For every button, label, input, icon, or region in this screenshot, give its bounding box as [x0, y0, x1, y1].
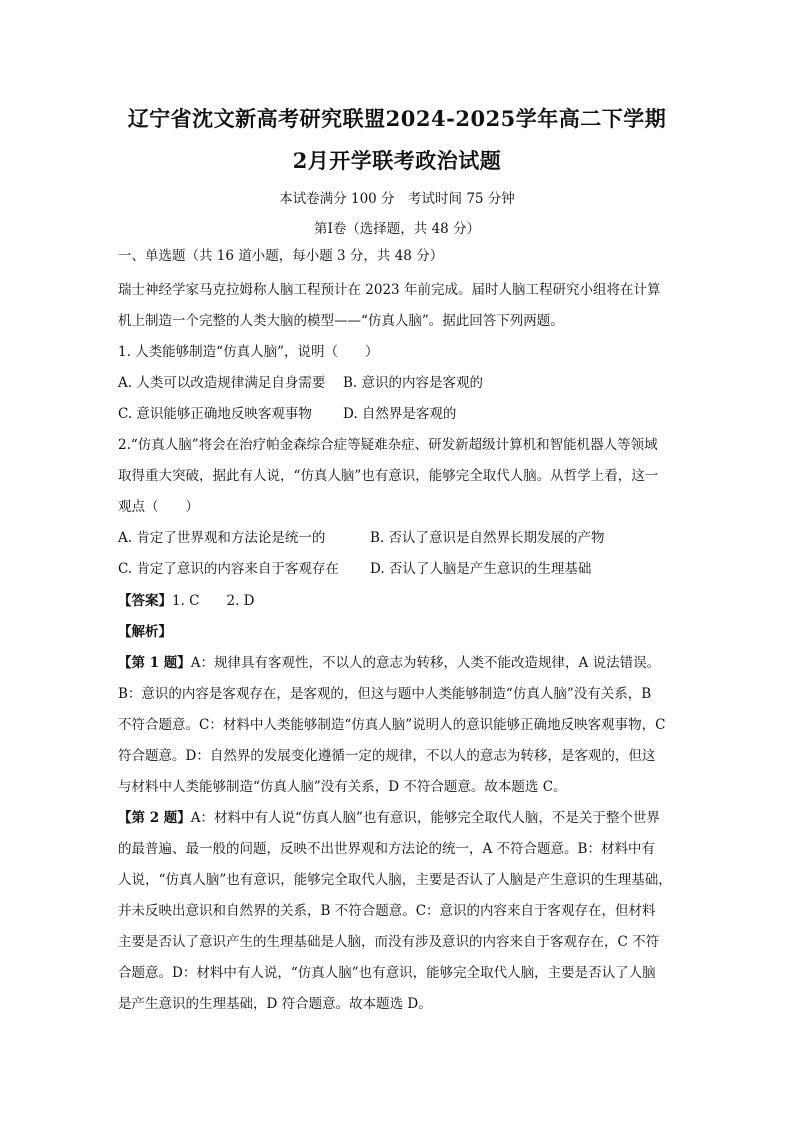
option-a: A. 人类可以改造规律满足自身需要 [118, 375, 326, 391]
analysis-q1-line: B：意识的内容是客观存在，是客观的，但这与题中人类能够制造“仿真人脑”没有关系，B [118, 686, 652, 702]
analysis-q1-line: 与材料中人类能够制造“仿真人脑”没有关系，D 不符合题意。故本题选 C。 [118, 779, 567, 795]
analysis-q2-line: 合题意。D：材料中有人说，“仿真人脑”也有意识，能够完全取代人脑，主要是否认了人脑 [118, 965, 656, 981]
analysis-q1-line: 符合题意。D：自然界的发展变化遵循一定的规律，不以人的意志为转移，是客观的，但这 [118, 748, 656, 764]
answer-line [118, 591, 688, 611]
analysis-q2-line: 是产生意识的生理基础，D 符合题意。故本题选 D。 [118, 996, 432, 1012]
analysis-q2-line: 主要是否认了意识产生的生理基础是人脑，而没有涉及意识的内容来自于客观存在，C 不符 [118, 934, 660, 950]
analysis-q1-line: 不符合题意。C：材料中人类能够制造“仿真人脑”说明人的意识能够正确地反映客观事物，C [118, 717, 666, 733]
section-heading: 一、单选题（共 16 道小题，每小题 3 分，共 48 分） [118, 248, 444, 264]
question-1-options-row1 [118, 373, 688, 393]
analysis-q2-line: 人说，“仿真人脑”也有意识，能够完全取代人脑，主要是否认了人脑是产生意识的生理基础， [118, 872, 672, 888]
analysis-q2-label: 【第 2 题】 [118, 810, 191, 826]
option-c: C. 肯定了意识的内容来自于客观存在 [118, 561, 339, 577]
option-b: B. 否认了意识是自然界长期发展的产物 [370, 530, 605, 546]
answer-label: 【答案】 [118, 593, 172, 609]
analysis-q1-line [118, 653, 688, 673]
question-2-options-row2 [118, 559, 688, 579]
question-1-stem: 1. 人类能够制造“仿真人脑”，说明（ ） [118, 344, 379, 360]
exam-title-line2: 2月开学联考政治试题 [292, 148, 502, 173]
option-d: D. 自然界是客观的 [343, 406, 457, 422]
analysis-q2-line: 并未反映出意识和自然界的关系，B 不符合题意。C：意识的内容来自于客观存在，但材料 [118, 903, 656, 919]
material-line: 瑞士神经学家马克拉姆称人脑工程预计在 2023 年前完成。届时人脑工程研究小组将在计算 [118, 282, 661, 298]
question-2-stem-line: 取得重大突破，据此有人说，“仿真人脑”也有意识，能够完全取代人脑。从哲学上看，这一 [118, 468, 659, 484]
analysis-q2-line: 的最普遍、最一般的问题，反映不出世界观和方法论的统一，A 不符合题意。B：材料中有 [118, 841, 655, 857]
analysis-text: A：材料中有人说“仿真人脑”也有意识，能够完全取代人脑，不是关于整个世界 [190, 810, 660, 826]
option-d: D. 否认了人脑是产生意识的生理基础 [370, 561, 592, 577]
answer-value: 1. C 2. D [172, 593, 255, 609]
material-line: 机上制造一个完整的人类大脑的模型——“仿真人脑”。据此回答下列两题。 [118, 313, 564, 329]
question-1-options-row2 [118, 404, 688, 424]
analysis-q2-line [118, 808, 688, 828]
analysis-label: 【解析】 [118, 624, 172, 640]
exam-meta: 本试卷满分 100 分 考试时间 75 分钟 [279, 191, 515, 207]
option-a: A. 肯定了世界观和方法论是统一的 [118, 530, 326, 546]
question-2-stem-line: 观点（ ） [118, 499, 199, 515]
option-b: B. 意识的内容是客观的 [343, 375, 484, 391]
exam-title-line1: 辽宁省沈文新高考研究联盟2024-2025学年高二下学期 [127, 106, 667, 131]
question-2-stem-line: 2.“仿真人脑”将会在治疗帕金森综合症等疑难杂症、研发新超级计算机和智能机器人等领域 [118, 437, 658, 453]
analysis-text: A：规律具有客观性，不以人的意志为转移，人类不能改造规律，A 说法错误。 [190, 655, 661, 671]
question-2-options-row1 [118, 528, 688, 548]
option-c: C. 意识能够正确地反映客观事物 [118, 406, 312, 422]
volume-heading: 第Ⅰ卷（选择题，共 48 分） [313, 221, 481, 237]
analysis-q1-label: 【第 1 题】 [118, 655, 191, 671]
